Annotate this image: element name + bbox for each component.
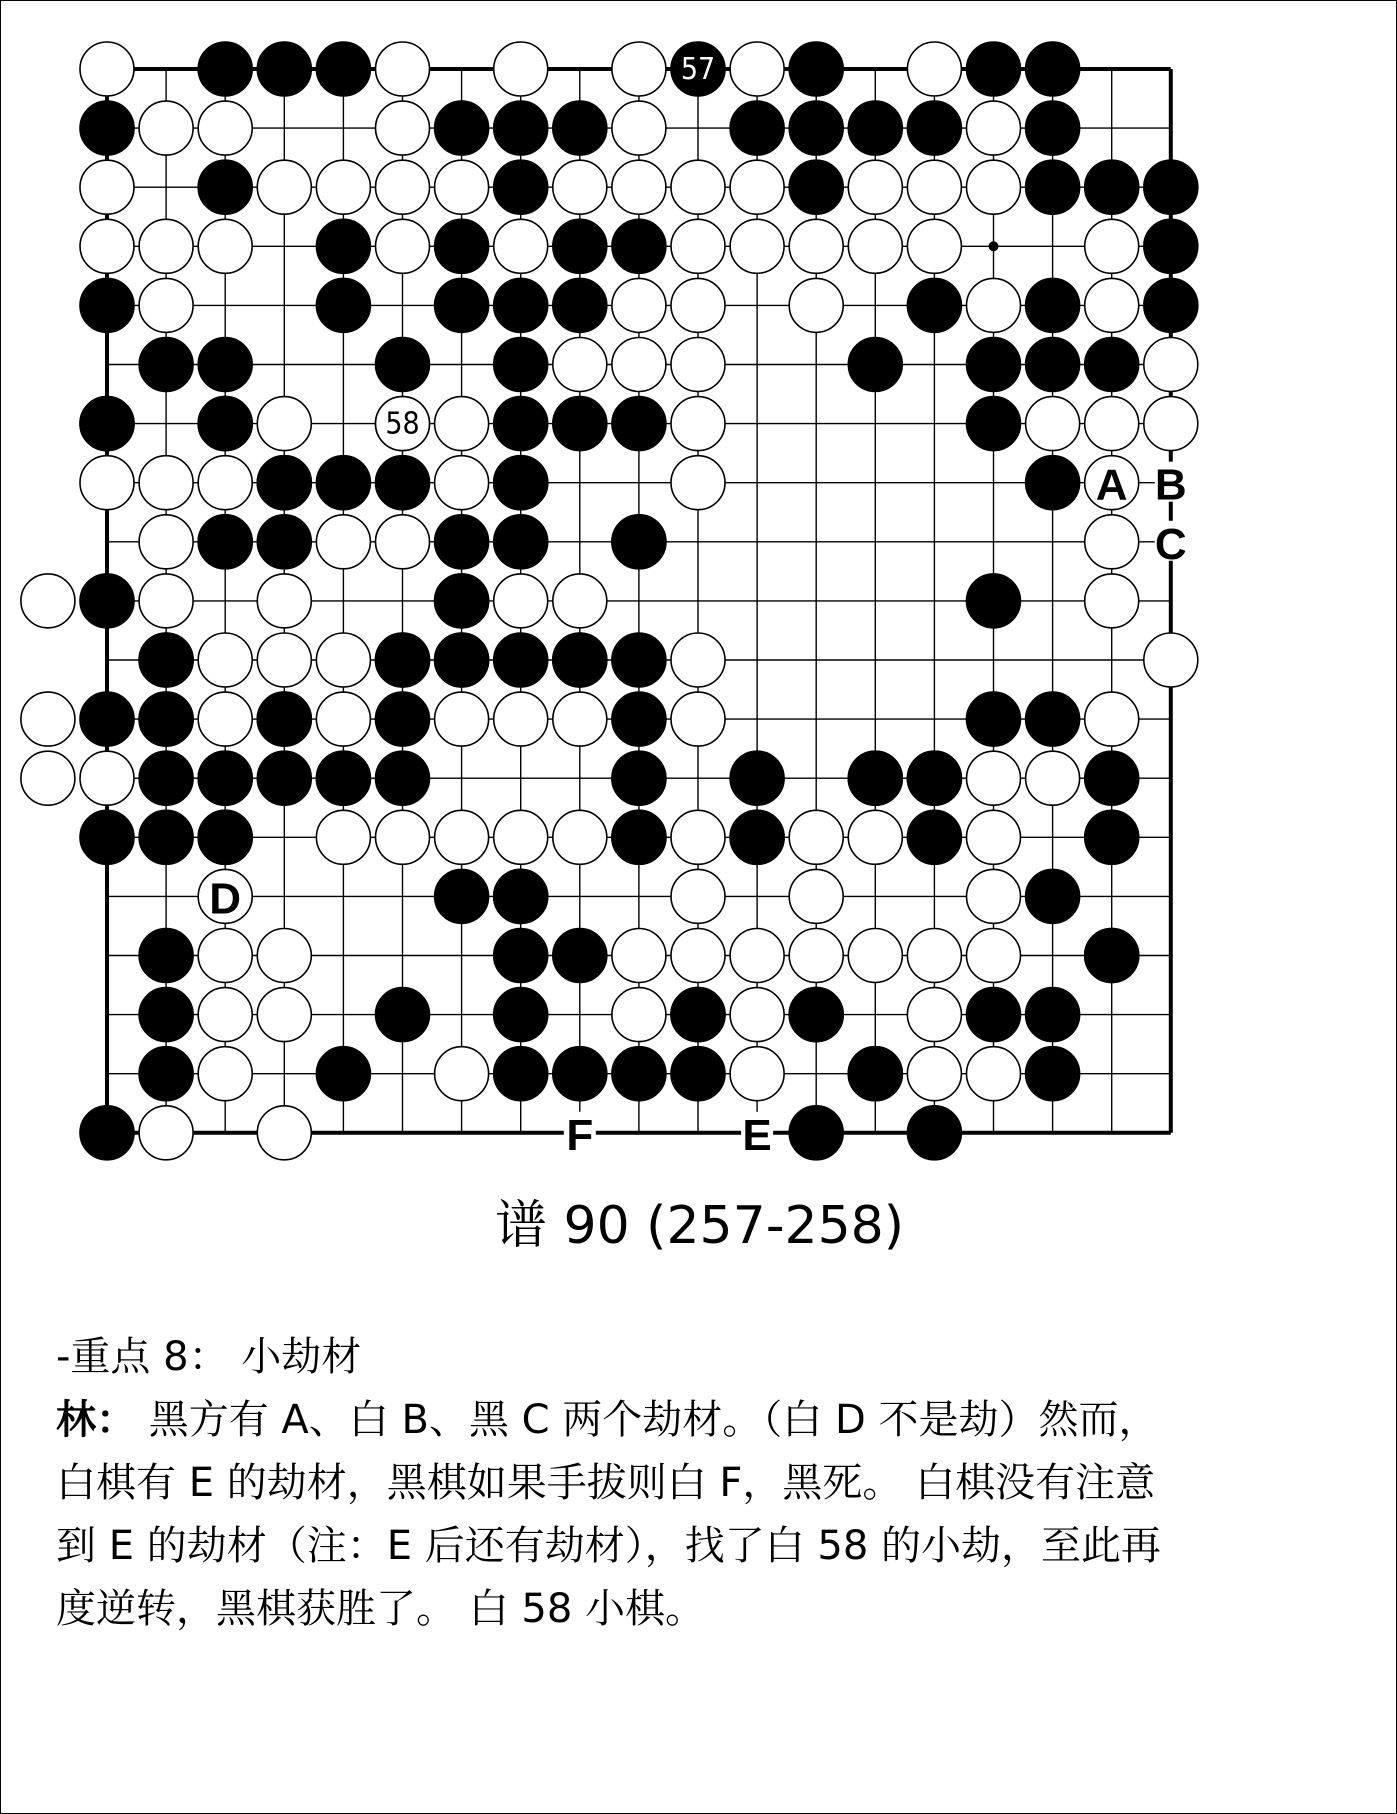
black-stone xyxy=(257,515,311,569)
white-stone xyxy=(257,1106,311,1160)
black-stone xyxy=(1026,338,1080,392)
black-stone xyxy=(1085,929,1139,983)
black-stone xyxy=(553,633,607,687)
black-stone xyxy=(80,574,134,628)
black-stone xyxy=(376,456,430,510)
black-stone xyxy=(553,929,607,983)
white-stone xyxy=(198,101,252,155)
black-stone xyxy=(789,42,843,96)
black-stone xyxy=(1085,751,1139,805)
commentary xyxy=(56,1326,1356,1641)
white-stone xyxy=(139,278,193,332)
black-stone xyxy=(1144,219,1198,273)
commentary-line-4: 度逆转，黑棋获胜了。 白 58 小棋。 xyxy=(56,1586,706,1632)
black-stone xyxy=(1026,101,1080,155)
black-stone xyxy=(435,869,489,923)
white-stone xyxy=(139,219,193,273)
black-stone xyxy=(316,751,370,805)
white-stone xyxy=(316,810,370,864)
white-stone xyxy=(376,160,430,214)
white-stone xyxy=(612,160,666,214)
white-stone xyxy=(435,397,489,451)
black-stone xyxy=(316,219,370,273)
black-stone xyxy=(494,633,548,687)
white-stone xyxy=(789,219,843,273)
black-stone xyxy=(494,278,548,332)
black-stone xyxy=(907,751,961,805)
black-stone xyxy=(435,278,489,332)
white-stone xyxy=(730,219,784,273)
black-stone xyxy=(139,810,193,864)
white-stone xyxy=(435,692,489,746)
black-stone xyxy=(967,42,1021,96)
point-letter-label: E xyxy=(742,1110,772,1160)
white-stone xyxy=(848,219,902,273)
black-stone xyxy=(967,397,1021,451)
move-number-label: 57 xyxy=(680,52,716,87)
white-stone xyxy=(139,456,193,510)
white-stone xyxy=(671,397,725,451)
white-stone xyxy=(376,42,430,96)
black-stone xyxy=(907,101,961,155)
white-stone xyxy=(671,692,725,746)
black-stone xyxy=(1026,692,1080,746)
white-stone xyxy=(257,633,311,687)
black-stone xyxy=(907,1106,961,1160)
black-stone xyxy=(967,988,1021,1042)
black-stone xyxy=(80,1106,134,1160)
black-stone xyxy=(198,515,252,569)
black-stone xyxy=(612,515,666,569)
white-stone xyxy=(376,219,430,273)
white-stone xyxy=(21,574,75,628)
white-stone xyxy=(907,1047,961,1101)
point-letter-label: A xyxy=(1095,460,1128,510)
white-stone xyxy=(967,869,1021,923)
white-stone xyxy=(730,929,784,983)
white-stone xyxy=(967,278,1021,332)
white-stone xyxy=(257,160,311,214)
commentary-heading: -重点 8： 小劫材 xyxy=(56,1334,362,1380)
black-stone xyxy=(316,456,370,510)
black-stone xyxy=(612,810,666,864)
black-stone xyxy=(553,278,607,332)
white-stone xyxy=(967,101,1021,155)
white-stone xyxy=(257,397,311,451)
white-stone xyxy=(198,692,252,746)
black-stone xyxy=(1026,160,1080,214)
white-stone xyxy=(967,810,1021,864)
white-stone xyxy=(907,160,961,214)
white-stone xyxy=(671,278,725,332)
black-stone xyxy=(789,1106,843,1160)
white-stone xyxy=(198,456,252,510)
white-stone xyxy=(435,160,489,214)
white-stone xyxy=(198,929,252,983)
white-stone xyxy=(553,338,607,392)
black-stone xyxy=(907,810,961,864)
black-stone xyxy=(139,338,193,392)
black-stone xyxy=(789,101,843,155)
commentary-line-2: 白棋有 E 的劫材，黑棋如果手拔则白 F，黑死。 白棋没有注意 xyxy=(56,1460,1156,1506)
white-stone xyxy=(494,574,548,628)
black-stone xyxy=(848,338,902,392)
black-stone xyxy=(1144,160,1198,214)
white-stone xyxy=(1085,515,1139,569)
white-stone xyxy=(671,810,725,864)
black-stone xyxy=(435,219,489,273)
white-stone xyxy=(257,574,311,628)
white-stone xyxy=(907,929,961,983)
white-stone xyxy=(1026,751,1080,805)
black-stone xyxy=(80,101,134,155)
black-stone xyxy=(1085,160,1139,214)
black-stone xyxy=(1026,278,1080,332)
white-stone xyxy=(435,1047,489,1101)
black-stone xyxy=(139,751,193,805)
black-stone xyxy=(967,338,1021,392)
black-stone xyxy=(553,1047,607,1101)
white-stone xyxy=(198,1047,252,1101)
black-stone xyxy=(198,810,252,864)
commentary-text-1: 黑方有 A、白 B、黑 C 两个劫材。（白 D 不是劫）然而， xyxy=(136,1397,1159,1443)
black-stone xyxy=(967,692,1021,746)
black-stone xyxy=(198,338,252,392)
white-stone xyxy=(80,219,134,273)
white-stone xyxy=(80,160,134,214)
black-stone xyxy=(1026,456,1080,510)
white-stone xyxy=(907,219,961,273)
black-stone xyxy=(612,751,666,805)
white-stone xyxy=(198,633,252,687)
black-stone xyxy=(612,1047,666,1101)
white-stone xyxy=(612,929,666,983)
black-stone xyxy=(494,515,548,569)
black-stone xyxy=(435,101,489,155)
white-stone xyxy=(80,456,134,510)
black-stone xyxy=(907,278,961,332)
white-stone xyxy=(967,1047,1021,1101)
black-stone xyxy=(316,1047,370,1101)
white-stone xyxy=(198,219,252,273)
white-stone xyxy=(494,42,548,96)
white-stone xyxy=(257,929,311,983)
black-stone xyxy=(1026,1047,1080,1101)
commentary-line-3: 到 E 的劫材（注：E 后还有劫材），找了白 58 的小劫，至此再 xyxy=(56,1523,1162,1569)
white-stone xyxy=(730,988,784,1042)
point-letter-label: F xyxy=(566,1110,594,1160)
white-stone xyxy=(139,101,193,155)
white-stone xyxy=(848,160,902,214)
black-stone xyxy=(671,1047,725,1101)
white-stone xyxy=(494,692,548,746)
white-stone xyxy=(198,988,252,1042)
point-letter-label: B xyxy=(1154,460,1187,510)
white-stone xyxy=(1026,397,1080,451)
white-stone xyxy=(789,869,843,923)
black-stone xyxy=(494,988,548,1042)
point-mark xyxy=(989,241,999,251)
black-stone xyxy=(789,988,843,1042)
white-stone xyxy=(376,101,430,155)
move-number-label: 58 xyxy=(385,406,420,442)
white-stone xyxy=(376,515,430,569)
white-stone xyxy=(316,692,370,746)
white-stone xyxy=(316,160,370,214)
black-stone xyxy=(80,278,134,332)
black-stone xyxy=(612,633,666,687)
point-letter-label: C xyxy=(1154,519,1187,569)
black-stone xyxy=(435,515,489,569)
go-board-diagram xyxy=(1,1,1397,1181)
white-stone xyxy=(553,160,607,214)
white-stone xyxy=(1144,633,1198,687)
black-stone xyxy=(257,456,311,510)
white-stone xyxy=(967,751,1021,805)
black-stone xyxy=(494,101,548,155)
white-stone xyxy=(316,633,370,687)
white-stone xyxy=(139,574,193,628)
white-stone xyxy=(553,574,607,628)
white-stone xyxy=(967,929,1021,983)
black-stone xyxy=(730,751,784,805)
white-stone xyxy=(1144,397,1198,451)
black-stone xyxy=(1144,278,1198,332)
black-stone xyxy=(376,338,430,392)
black-stone xyxy=(553,397,607,451)
white-stone xyxy=(80,42,134,96)
black-stone xyxy=(494,929,548,983)
white-stone xyxy=(139,1106,193,1160)
white-stone xyxy=(730,1047,784,1101)
black-stone xyxy=(1026,988,1080,1042)
black-stone xyxy=(139,692,193,746)
black-stone xyxy=(198,42,252,96)
point-letter-label: D xyxy=(209,874,242,924)
black-stone xyxy=(376,692,430,746)
black-stone xyxy=(198,751,252,805)
black-stone xyxy=(435,633,489,687)
black-stone xyxy=(494,160,548,214)
black-stone xyxy=(848,1047,902,1101)
black-stone xyxy=(553,219,607,273)
black-stone xyxy=(789,160,843,214)
black-stone xyxy=(80,692,134,746)
white-stone xyxy=(671,633,725,687)
white-stone xyxy=(1085,278,1139,332)
black-stone xyxy=(316,42,370,96)
white-stone xyxy=(553,692,607,746)
black-stone xyxy=(848,751,902,805)
black-stone xyxy=(1085,810,1139,864)
white-stone xyxy=(316,515,370,569)
white-stone xyxy=(612,338,666,392)
white-stone xyxy=(671,456,725,510)
white-stone xyxy=(671,160,725,214)
white-stone xyxy=(789,929,843,983)
white-stone xyxy=(612,101,666,155)
black-stone xyxy=(139,633,193,687)
white-stone xyxy=(21,751,75,805)
black-stone xyxy=(1026,42,1080,96)
white-stone xyxy=(671,338,725,392)
black-stone xyxy=(967,574,1021,628)
white-stone xyxy=(494,810,548,864)
black-stone xyxy=(730,810,784,864)
white-stone xyxy=(139,515,193,569)
white-stone xyxy=(1085,692,1139,746)
white-stone xyxy=(730,160,784,214)
black-stone xyxy=(730,101,784,155)
white-stone xyxy=(848,929,902,983)
black-stone xyxy=(139,988,193,1042)
black-stone xyxy=(376,633,430,687)
black-stone xyxy=(139,1047,193,1101)
white-stone xyxy=(376,810,430,864)
white-stone xyxy=(257,988,311,1042)
black-stone xyxy=(139,929,193,983)
white-stone xyxy=(907,42,961,96)
white-stone xyxy=(789,810,843,864)
black-stone xyxy=(376,988,430,1042)
black-stone xyxy=(257,751,311,805)
white-stone xyxy=(848,810,902,864)
white-stone xyxy=(907,988,961,1042)
black-stone xyxy=(494,869,548,923)
white-stone xyxy=(1144,338,1198,392)
black-stone xyxy=(376,751,430,805)
black-stone xyxy=(494,397,548,451)
black-stone xyxy=(1085,338,1139,392)
white-stone xyxy=(612,988,666,1042)
white-stone xyxy=(730,42,784,96)
white-stone xyxy=(612,42,666,96)
black-stone xyxy=(257,692,311,746)
white-stone xyxy=(1085,574,1139,628)
white-stone xyxy=(671,219,725,273)
white-stone xyxy=(671,929,725,983)
black-stone xyxy=(612,219,666,273)
black-stone xyxy=(257,42,311,96)
white-stone xyxy=(967,160,1021,214)
black-stone xyxy=(612,397,666,451)
speaker-label: 林： xyxy=(56,1397,136,1443)
black-stone xyxy=(198,160,252,214)
commentary-line-1 xyxy=(56,1389,1356,1452)
white-stone xyxy=(435,456,489,510)
white-stone xyxy=(1085,219,1139,273)
white-stone xyxy=(80,751,134,805)
black-stone xyxy=(848,101,902,155)
black-stone xyxy=(80,397,134,451)
black-stone xyxy=(1026,869,1080,923)
black-stone xyxy=(198,397,252,451)
white-stone xyxy=(612,278,666,332)
black-stone xyxy=(494,1047,548,1101)
black-stone xyxy=(80,810,134,864)
white-stone xyxy=(435,810,489,864)
black-stone xyxy=(494,456,548,510)
white-stone xyxy=(671,869,725,923)
black-stone xyxy=(494,338,548,392)
black-stone xyxy=(612,692,666,746)
white-stone xyxy=(1085,397,1139,451)
black-stone xyxy=(671,988,725,1042)
black-stone xyxy=(435,574,489,628)
white-stone xyxy=(494,219,548,273)
white-stone xyxy=(553,810,607,864)
white-stone xyxy=(21,692,75,746)
diagram-caption: 谱 90 (257-258) xyxy=(494,1196,905,1256)
black-stone xyxy=(316,278,370,332)
black-stone xyxy=(553,101,607,155)
white-stone xyxy=(789,278,843,332)
